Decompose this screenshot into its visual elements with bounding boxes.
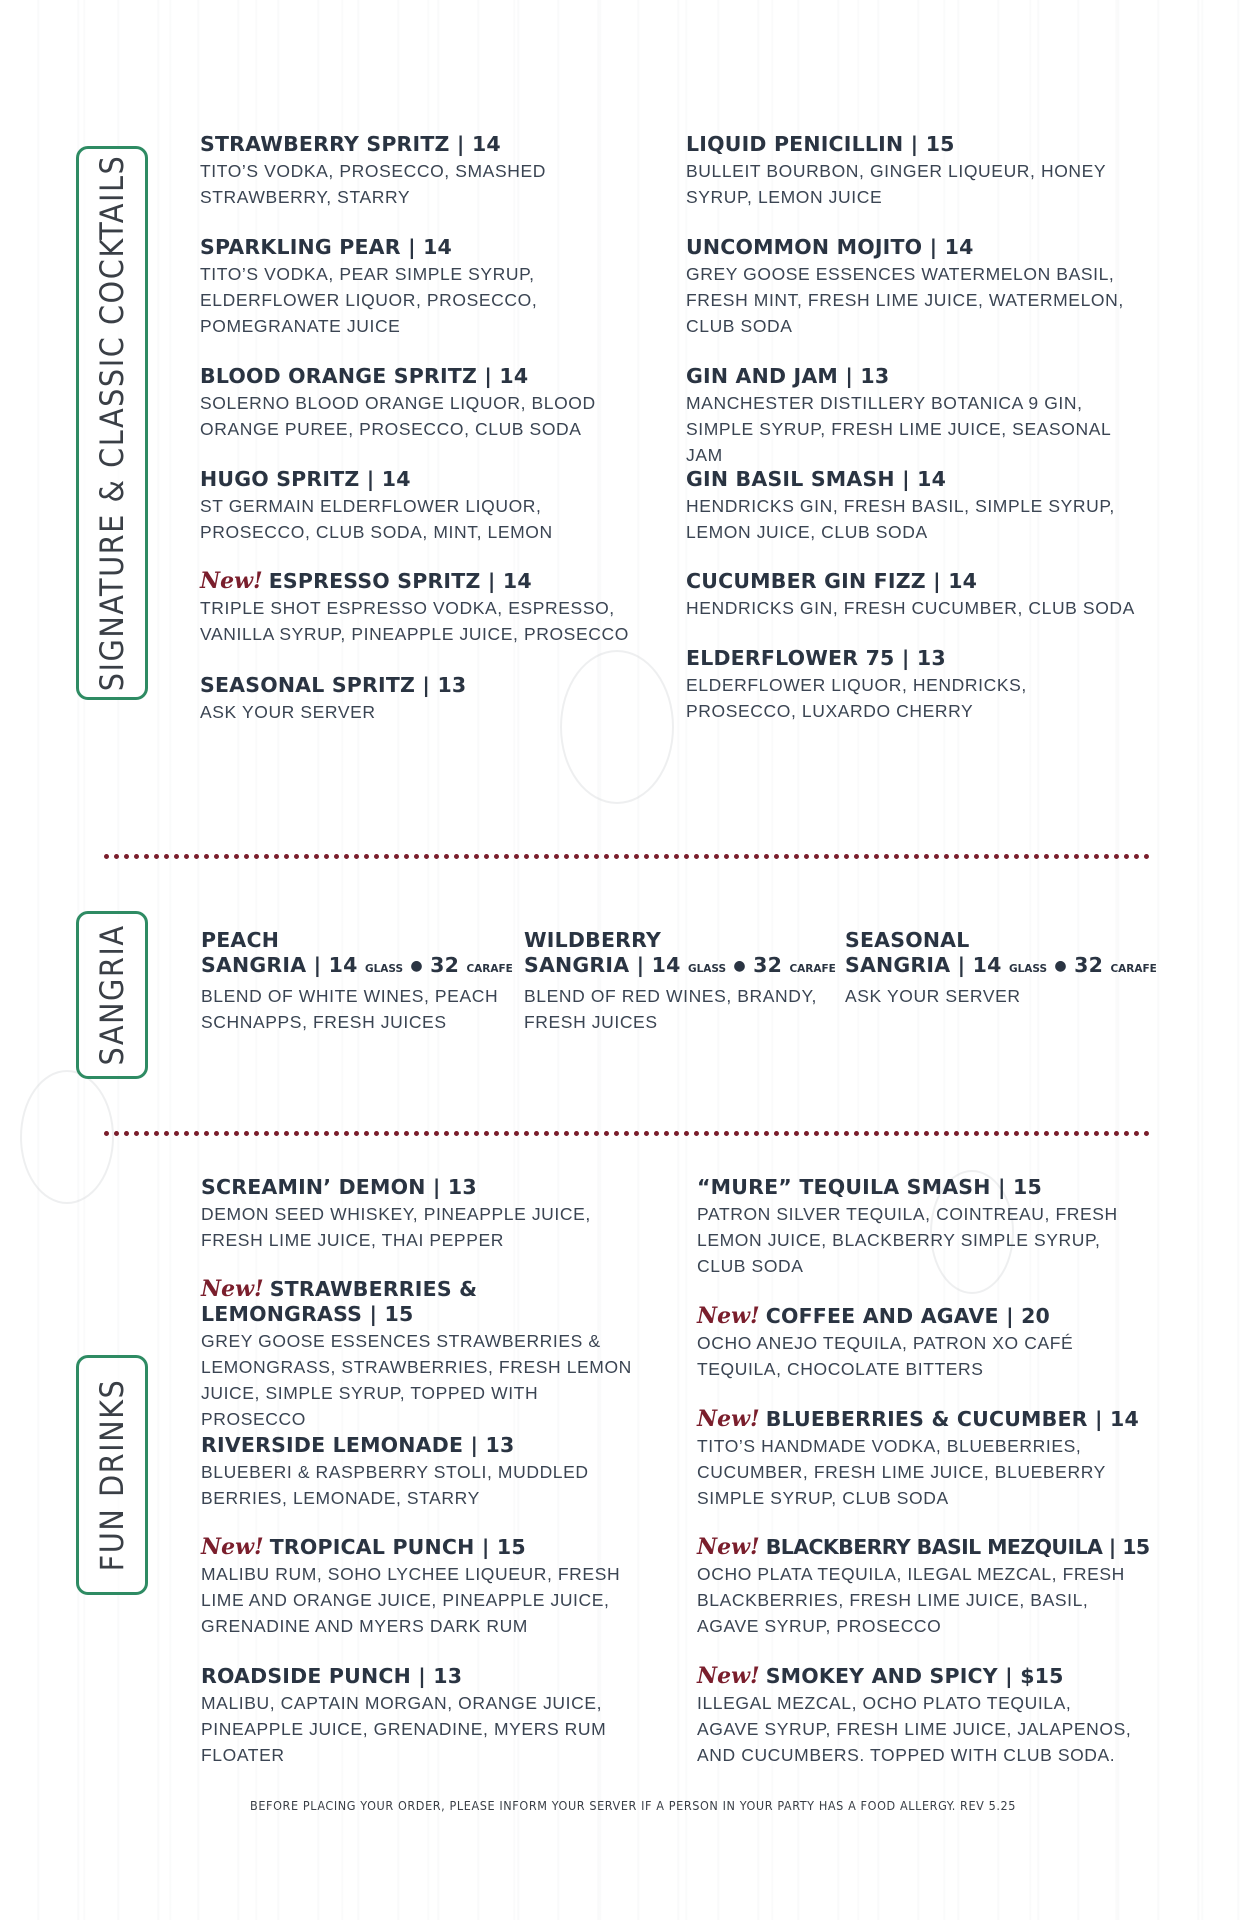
item-description: OCHO ANEJO TEQUILA, PATRON XO CAFÉ TEQUILA, CHOCOLATE BITTERS [697,1333,1074,1379]
item-title [201,1277,641,1302]
allergy-notice: BEFORE PLACING YOUR ORDER, PLEASE INFORM YOUR SERVER IF A PERSON IN YOUR PARTY HAS A FOOD ALLERGY. REV 5.25 [250,1798,1017,1813]
item-title-text: BLUEBERRIES & CUCUMBER | 14 [765,1407,1139,1431]
item-description: TITO’S HANDMADE VODKA, BLUEBERRIES, CUCUMBER, FRESH LIME JUICE, BLUEBERRY SIMPLE SYRUP, CLUB SODA [697,1436,1106,1508]
sangria-suffix: SANGRIA | [524,953,645,977]
menu-item [697,1664,1137,1768]
menu-item [200,364,640,442]
menu-item [686,569,1136,621]
menu-item [200,569,640,647]
carafe-unit: CARAFE [1110,963,1157,975]
item-title [697,1534,1150,1560]
item-title-text: COFFEE AND AGAVE | 20 [765,1304,1051,1328]
item-title: SEASONAL SPRITZ | 13 [200,673,467,697]
item-description: BULLEIT BOURBON, GINGER LIQUEUR, HONEY SYRUP, LEMON JUICE [686,161,1106,207]
sangria-price-line [201,953,513,982]
bullet-separator: ● [1054,958,1067,974]
section-label-cocktails: SIGNATURE & CLASSIC COCKTAILS [93,154,131,692]
new-badge: New! [697,1406,760,1432]
item-description: GREY GOOSE ESSENCES STRAWBERRIES & LEMONGRASS, STRAWBERRIES, FRESH LEMON JUICE, SIMPLE SYRUP, TOPPED WITH PROSECCO [201,1331,632,1429]
item-title-text: BLACKBERRY BASIL MEZQUILA | 15 [765,1535,1150,1559]
menu-item [686,235,1136,339]
item-description: BLEND OF RED WINES, BRANDY, FRESH JUICES [524,986,818,1032]
sangria-price-line [845,953,1157,982]
item-title: GIN BASIL SMASH | 14 [686,467,947,491]
item-description: MANCHESTER DISTILLERY BOTANICA 9 GIN, SIMPLE SYRUP, FRESH LIME JUICE, SEASONAL JAM [686,393,1111,465]
carafe-price: 32 [1074,953,1104,977]
item-description: HENDRICKS GIN, FRESH CUCUMBER, CLUB SODA [686,598,1135,618]
menu-item [201,1664,641,1768]
item-description: HENDRICKS GIN, FRESH BASIL, SIMPLE SYRUP, LEMON JUICE, CLUB SODA [686,496,1115,542]
section-tab-fun-drinks [76,1355,148,1595]
new-badge: New! [201,1276,264,1302]
menu-item [201,1175,641,1253]
section-tab-cocktails [76,146,148,700]
item-description: BLEND OF WHITE WINES, PEACH SCHNAPPS, FRESH JUICES [201,986,499,1032]
item-title [200,569,640,594]
menu-item [200,235,640,339]
item-title: “MURE” TEQUILA SMASH | 15 [697,1175,1042,1199]
menu-item [200,467,640,545]
item-title: HUGO SPRITZ | 14 [200,467,411,491]
item-description: BLUEBERI & RASPBERRY STOLI, MUDDLED BERRIES, LEMONADE, STARRY [201,1462,589,1508]
menu-item [201,1535,641,1639]
carafe-unit: CARAFE [789,963,836,975]
item-title [697,1407,1137,1432]
item-title-text: ESPRESSO SPRITZ | 14 [268,569,532,593]
item-title: SPARKLING PEAR | 14 [200,235,453,259]
sangria-item [201,928,513,1035]
sangria-item [524,928,836,1035]
item-title: UNCOMMON MOJITO | 14 [686,235,974,259]
item-title-text: TROPICAL PUNCH | 15 [269,1535,526,1559]
item-title: SCREAMIN’ DEMON | 13 [201,1175,477,1199]
glass-unit: GLASS [1008,963,1048,975]
menu-item [686,646,1136,724]
new-badge: New! [200,568,263,594]
item-title: LIQUID PENICILLIN | 15 [686,132,955,156]
item-description: MALIBU RUM, SOHO LYCHEE LIQUEUR, FRESH LIME AND ORANGE JUICE, PINEAPPLE JUICE, GRENADINE AND MYERS DARK RUM [201,1564,621,1636]
sangria-name: PEACH [201,928,280,952]
menu-item [201,1433,641,1511]
menu-item [686,467,1136,545]
item-title [697,1664,1137,1689]
dotted-divider [104,854,1150,859]
menu-item [697,1534,1150,1639]
item-title-text: SMOKEY AND SPICY | $15 [765,1664,1064,1688]
item-title-line2: LEMONGRASS | 15 [201,1302,414,1326]
item-title: CUCUMBER GIN FIZZ | 14 [686,569,978,593]
menu-item [200,132,640,210]
menu-item [686,132,1136,210]
item-description: TITO’S VODKA, PEAR SIMPLE SYRUP, ELDERFLOWER LIQUOR, PROSECCO, POMEGRANATE JUICE [200,264,538,336]
menu-item [697,1407,1137,1511]
section-label-fun-drinks: FUN DRINKS [93,1378,131,1572]
item-description: SOLERNO BLOOD ORANGE LIQUOR, BLOOD ORANGE PUREE, PROSECCO, CLUB SODA [200,393,596,439]
sangria-item [845,928,1157,1009]
item-description: MALIBU, CAPTAIN MORGAN, ORANGE JUICE, PINEAPPLE JUICE, GRENADINE, MYERS RUM FLOATER [201,1693,607,1765]
glass-price: 14 [651,953,681,977]
item-description: ST GERMAIN ELDERFLOWER LIQUOR, PROSECCO, CLUB SODA, MINT, LEMON [200,496,553,542]
dotted-divider [104,1131,1150,1136]
carafe-price: 32 [753,953,783,977]
new-badge: New! [201,1534,264,1560]
section-tab-sangria [76,911,148,1079]
item-description: ELDERFLOWER LIQUOR, HENDRICKS, PROSECCO, LUXARDO CHERRY [686,675,1027,721]
menu-item [697,1175,1137,1279]
menu-item [686,364,1136,468]
item-title: RIVERSIDE LEMONADE | 13 [201,1433,515,1457]
item-title [201,1535,641,1560]
item-description: TRIPLE SHOT ESPRESSO VODKA, ESPRESSO, VANILLA SYRUP, PINEAPPLE JUICE, PROSECCO [200,598,629,644]
bullet-separator: ● [733,958,746,974]
menu-item [201,1277,641,1432]
item-title-text: STRAWBERRIES & [269,1277,478,1301]
sangria-suffix: SANGRIA | [201,953,322,977]
item-description: ILLEGAL MEZCAL, OCHO PLATO TEQUILA, AGAVE SYRUP, FRESH LIME JUICE, JALAPENOS, AND CUCUMBERS. TOPPED WITH CLUB SODA. [697,1693,1132,1765]
item-title: ELDERFLOWER 75 | 13 [686,646,946,670]
new-badge: New! [697,1534,760,1560]
item-description: DEMON SEED WHISKEY, PINEAPPLE JUICE, FRESH LIME JUICE, THAI PEPPER [201,1204,591,1250]
carafe-unit: CARAFE [466,963,513,975]
item-title: STRAWBERRY SPRITZ | 14 [200,132,501,156]
item-description: TITO’S VODKA, PROSECCO, SMASHED STRAWBERRY, STARRY [200,161,546,207]
item-description: PATRON SILVER TEQUILA, COINTREAU, FRESH LEMON JUICE, BLACKBERRY SIMPLE SYRUP, CLUB SODA [697,1204,1118,1276]
section-label-sangria: SANGRIA [93,924,131,1066]
item-title: GIN AND JAM | 13 [686,364,890,388]
glass-unit: GLASS [687,963,727,975]
item-description: GREY GOOSE ESSENCES WATERMELON BASIL, FRESH MINT, FRESH LIME JUICE, WATERMELON, CLUB SODA [686,264,1124,336]
new-badge: New! [697,1663,760,1689]
item-description: ASK YOUR SERVER [200,702,376,722]
item-description: OCHO PLATA TEQUILA, ILEGAL MEZCAL, FRESH BLACKBERRIES, FRESH LIME JUICE, BASIL, AGAVE SYRUP, PROSECCO [697,1564,1125,1636]
item-title: ROADSIDE PUNCH | 13 [201,1664,463,1688]
wood-knot-decoration [20,1070,114,1204]
sangria-price-line [524,953,836,982]
item-title: BLOOD ORANGE SPRITZ | 14 [200,364,529,388]
sangria-suffix: SANGRIA | [845,953,966,977]
glass-price: 14 [328,953,358,977]
sangria-name: WILDBERRY [524,928,662,952]
glass-price: 14 [972,953,1002,977]
glass-unit: GLASS [364,963,404,975]
sangria-name: SEASONAL [845,928,970,952]
new-badge: New! [697,1303,760,1329]
bullet-separator: ● [410,958,423,974]
item-description: ASK YOUR SERVER [845,986,1021,1006]
menu-item [697,1304,1137,1382]
menu-item [200,673,640,725]
item-title [697,1304,1137,1329]
carafe-price: 32 [430,953,460,977]
